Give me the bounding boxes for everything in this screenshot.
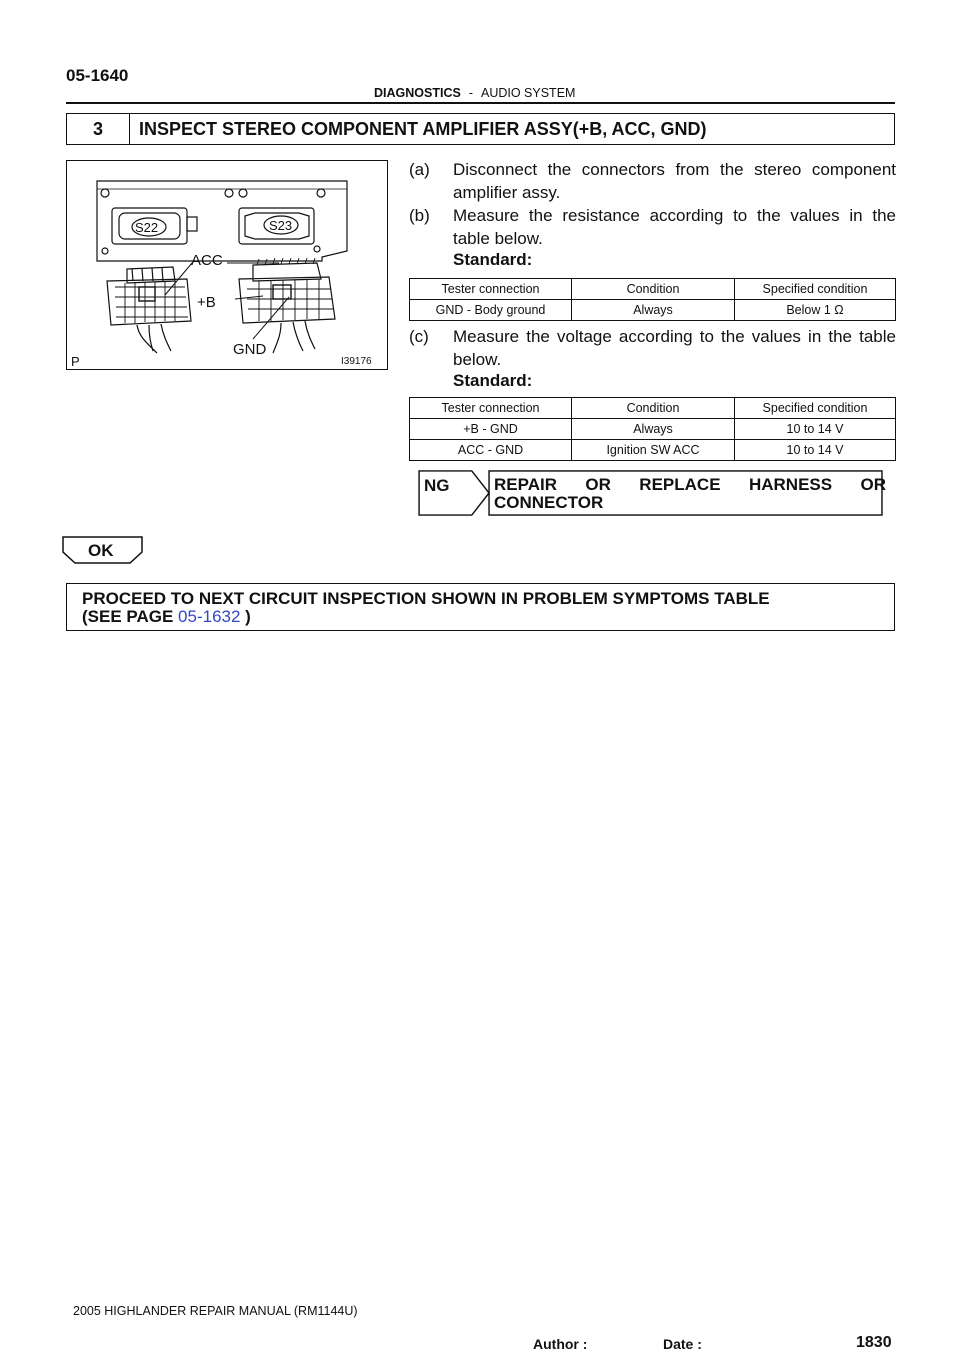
ng-action: REPAIR OR REPLACE HARNESS OR CONNECTOR <box>494 475 886 512</box>
header-separator: - <box>468 86 473 100</box>
figure-id: I39176 <box>341 356 372 367</box>
ok-label: OK <box>88 541 114 560</box>
table-cell: Always <box>572 419 735 440</box>
table-cell: GND - Body ground <box>410 300 572 321</box>
step-number: 3 <box>67 114 130 144</box>
standard-label-resistance: Standard: <box>453 250 533 269</box>
instruction-a <box>409 158 896 204</box>
table-header-row <box>410 279 896 300</box>
table-row <box>410 300 896 321</box>
ng-label: NG <box>424 476 450 495</box>
page-code: 05-1640 <box>66 66 129 85</box>
header-subsection: AUDIO SYSTEM <box>480 86 576 100</box>
proceed-suffix: ) <box>240 607 251 626</box>
table-header-row <box>410 398 896 419</box>
table-row <box>410 440 896 461</box>
header-rule <box>66 102 895 104</box>
step-title-box <box>66 113 895 145</box>
table-header-cell: Condition <box>572 398 735 419</box>
resistance-table <box>409 278 896 321</box>
page-reference-link[interactable]: 05-1632 <box>178 607 241 626</box>
connector-right-label: S23 <box>269 218 293 233</box>
instruction-b-label: (b) <box>409 206 430 225</box>
connector-left-label: S22 <box>135 220 159 235</box>
header-section-name: DIAGNOSTICS <box>374 86 461 100</box>
instruction-c <box>409 325 896 371</box>
table-cell: 10 to 14 V <box>735 419 896 440</box>
instruction-a-text: Disconnect the connectors from the stereo component amplifier assy. <box>453 160 896 202</box>
table-cell: 10 to 14 V <box>735 440 896 461</box>
proceed-line-1: PROCEED TO NEXT CIRCUIT INSPECTION SHOWN IN PROBLEM SYMPTOMS TABLE <box>82 589 770 608</box>
table-cell: Ignition SW ACC <box>572 440 735 461</box>
b-pin-label: +B <box>197 294 216 311</box>
proceed-line-2 <box>82 608 770 626</box>
instruction-b-text: Measure the resistance according to the values in the table below. <box>453 206 896 248</box>
instruction-a-label: (a) <box>409 160 430 179</box>
connector-illustration <box>67 161 387 369</box>
manual-title: 2005 HIGHLANDER REPAIR MANUAL (RM1144U) <box>73 1304 358 1318</box>
table-header-cell: Tester connection <box>410 398 572 419</box>
date-label: Date : <box>663 1336 702 1352</box>
connector-figure <box>66 160 388 370</box>
table-cell: Always <box>572 300 735 321</box>
author-label: Author : <box>533 1336 588 1352</box>
acc-pin-label: ACC <box>191 252 223 269</box>
gnd-pin-label: GND <box>233 341 267 358</box>
step-title: INSPECT STEREO COMPONENT AMPLIFIER ASSY(+B, ACC, GND) <box>139 119 707 139</box>
instruction-c-text: Measure the voltage according to the values in the table below. <box>453 327 896 369</box>
proceed-prefix: (SEE PAGE <box>82 607 179 626</box>
instruction-b <box>409 204 896 250</box>
table-header-cell: Specified condition <box>735 279 896 300</box>
table-cell: ACC - GND <box>410 440 572 461</box>
proceed-box <box>66 583 895 631</box>
figure-corner-mark: P <box>71 354 80 369</box>
table-header-cell: Tester connection <box>410 279 572 300</box>
proceed-text <box>82 590 770 626</box>
header-section <box>374 86 575 100</box>
voltage-table <box>409 397 896 461</box>
table-header-cell: Specified condition <box>735 398 896 419</box>
table-header-cell: Condition <box>572 279 735 300</box>
page-number: 1830 <box>856 1334 892 1351</box>
instruction-c-label: (c) <box>409 327 429 346</box>
table-cell: +B - GND <box>410 419 572 440</box>
table-cell: Below 1 Ω <box>735 300 896 321</box>
standard-label-voltage: Standard: <box>453 371 533 390</box>
table-row <box>410 419 896 440</box>
